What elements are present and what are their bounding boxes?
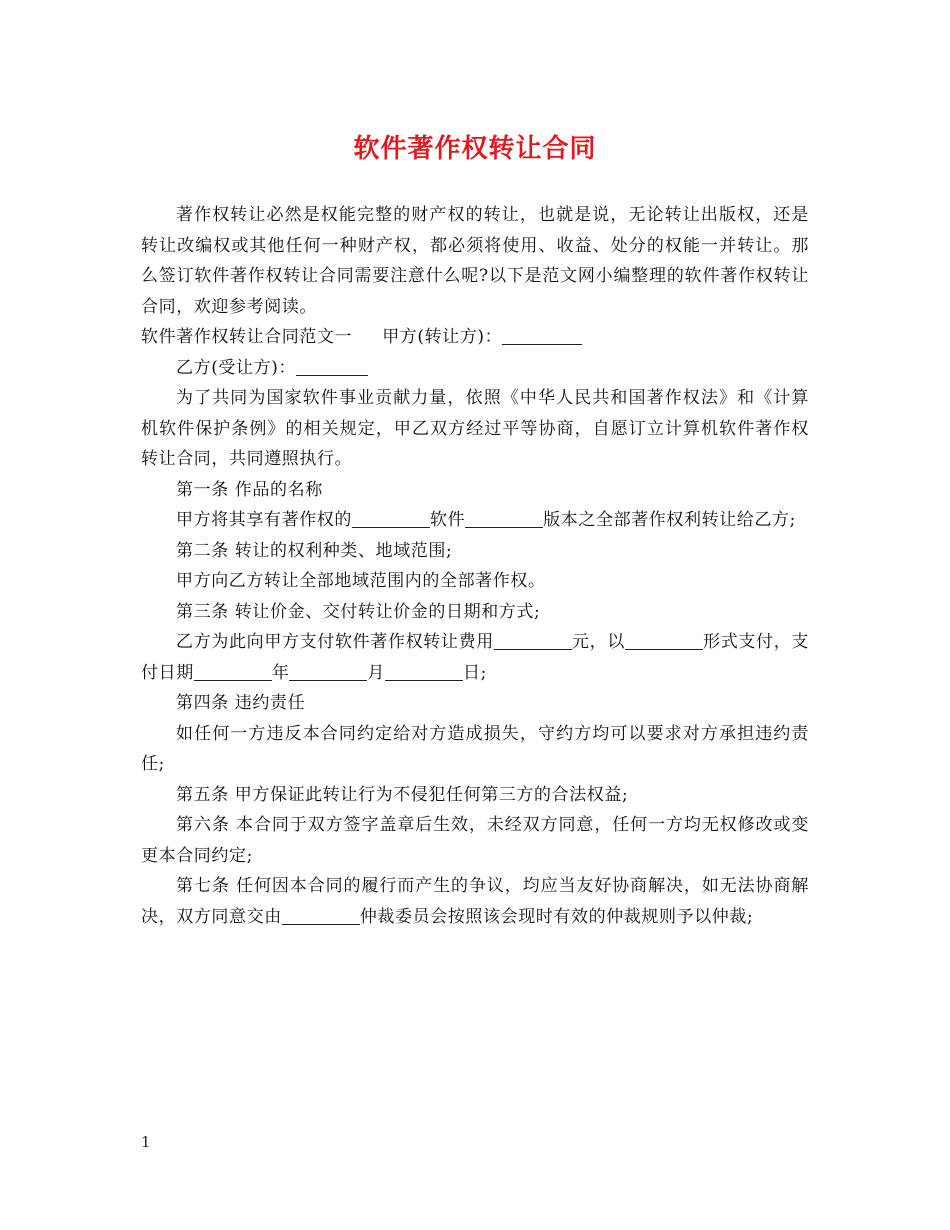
article-2-text: 甲方向乙方转让全部地域范围内的全部著作权。: [176, 571, 546, 591]
article-3-text-part: 日;: [463, 662, 487, 683]
article-3-text-part: 乙方为此向甲方支付软件著作权转让费用: [176, 632, 494, 652]
article-1-text-part: 甲方将其享有著作权的: [176, 510, 352, 530]
party-a-label: 甲方(转让方)：: [382, 327, 503, 347]
year-blank: [194, 662, 272, 681]
party-b-blank: [296, 357, 368, 376]
article-7: [141, 871, 809, 932]
article-7-text-part: 仲裁委员会按照该会现时有效的仲裁规则予以仲裁;: [359, 906, 754, 927]
payment-form-blank: [625, 631, 703, 650]
article-3-text-part: 月: [367, 662, 386, 683]
sample-heading-line: [141, 322, 809, 353]
article-5: 第五条 甲方保证此转让行为不侵犯任何第三方的合法权益;: [176, 784, 629, 805]
article-7-text-part: 第七条 任何因本合同的履行而产生的争议，均应当友好协商解决，如无法协商解决，双方同意交由: [141, 876, 809, 927]
party-b-label: 乙方(受让方)：: [176, 357, 297, 378]
page-number: 1: [141, 1133, 151, 1151]
article-4-text: 如任何一方违反本合同约定给对方造成损失，守约方均可以要求对方承担违约责任;: [141, 723, 809, 774]
document-body: [141, 200, 809, 932]
article-1-text-part: 版本之全部著作权利转让给乙方;: [543, 510, 796, 530]
article-4-title: 第四条 违约责任: [176, 693, 306, 713]
article-3-title: 第三条 转让价金、交付转让价金的日期和方式;: [176, 601, 541, 622]
article-2-title: 第二条 转让的权利种类、地域范围;: [176, 540, 453, 561]
article-3-text-part: 年: [271, 662, 290, 683]
party-b-line: [141, 353, 809, 384]
document-title: 软件著作权转让合同: [353, 134, 597, 164]
version-blank: [465, 509, 543, 528]
software-name-blank: [352, 509, 430, 528]
article-3-text-part: 元，以: [571, 632, 625, 652]
preamble-paragraph: 为了共同为国家软件事业贡献力量，依照《中华人民共和国著作权法》和《计算机软件保护条例》的相关规定，甲乙双方经过平等协商，自愿订立计算机软件著作权转让合同，共同遵照执行。: [141, 388, 809, 469]
article-3-text: [141, 627, 809, 688]
article-6: 第六条 本合同于双方签字盖章后生效，未经双方同意，任何一方均无权修改或变更本合同约定;: [141, 815, 809, 866]
article-1-title: 第一条 作品的名称: [176, 479, 323, 500]
arbitration-blank: [282, 906, 360, 925]
article-3-text-part: 形式支付，支付日期: [141, 632, 809, 683]
sample-heading: 软件著作权转让合同范文一: [141, 327, 353, 347]
article-1-text: [141, 505, 809, 536]
article-1-text-part: 软件: [430, 510, 466, 530]
party-a-blank: [502, 326, 582, 345]
intro-paragraph: 著作权转让必然是权能完整的财产权的转让，也就是说，无论转让出版权，还是转让改编权或其他任何一种财产权，都必须将使用、收益、处分的权能一并转让。那么签订软件著作权转让合同需要注意什么呢?以下是范文网小编整理的软件著作权转让合同，欢迎参考阅读。: [141, 205, 809, 317]
fee-blank: [494, 631, 572, 650]
month-blank: [289, 662, 367, 681]
day-blank: [385, 662, 463, 681]
